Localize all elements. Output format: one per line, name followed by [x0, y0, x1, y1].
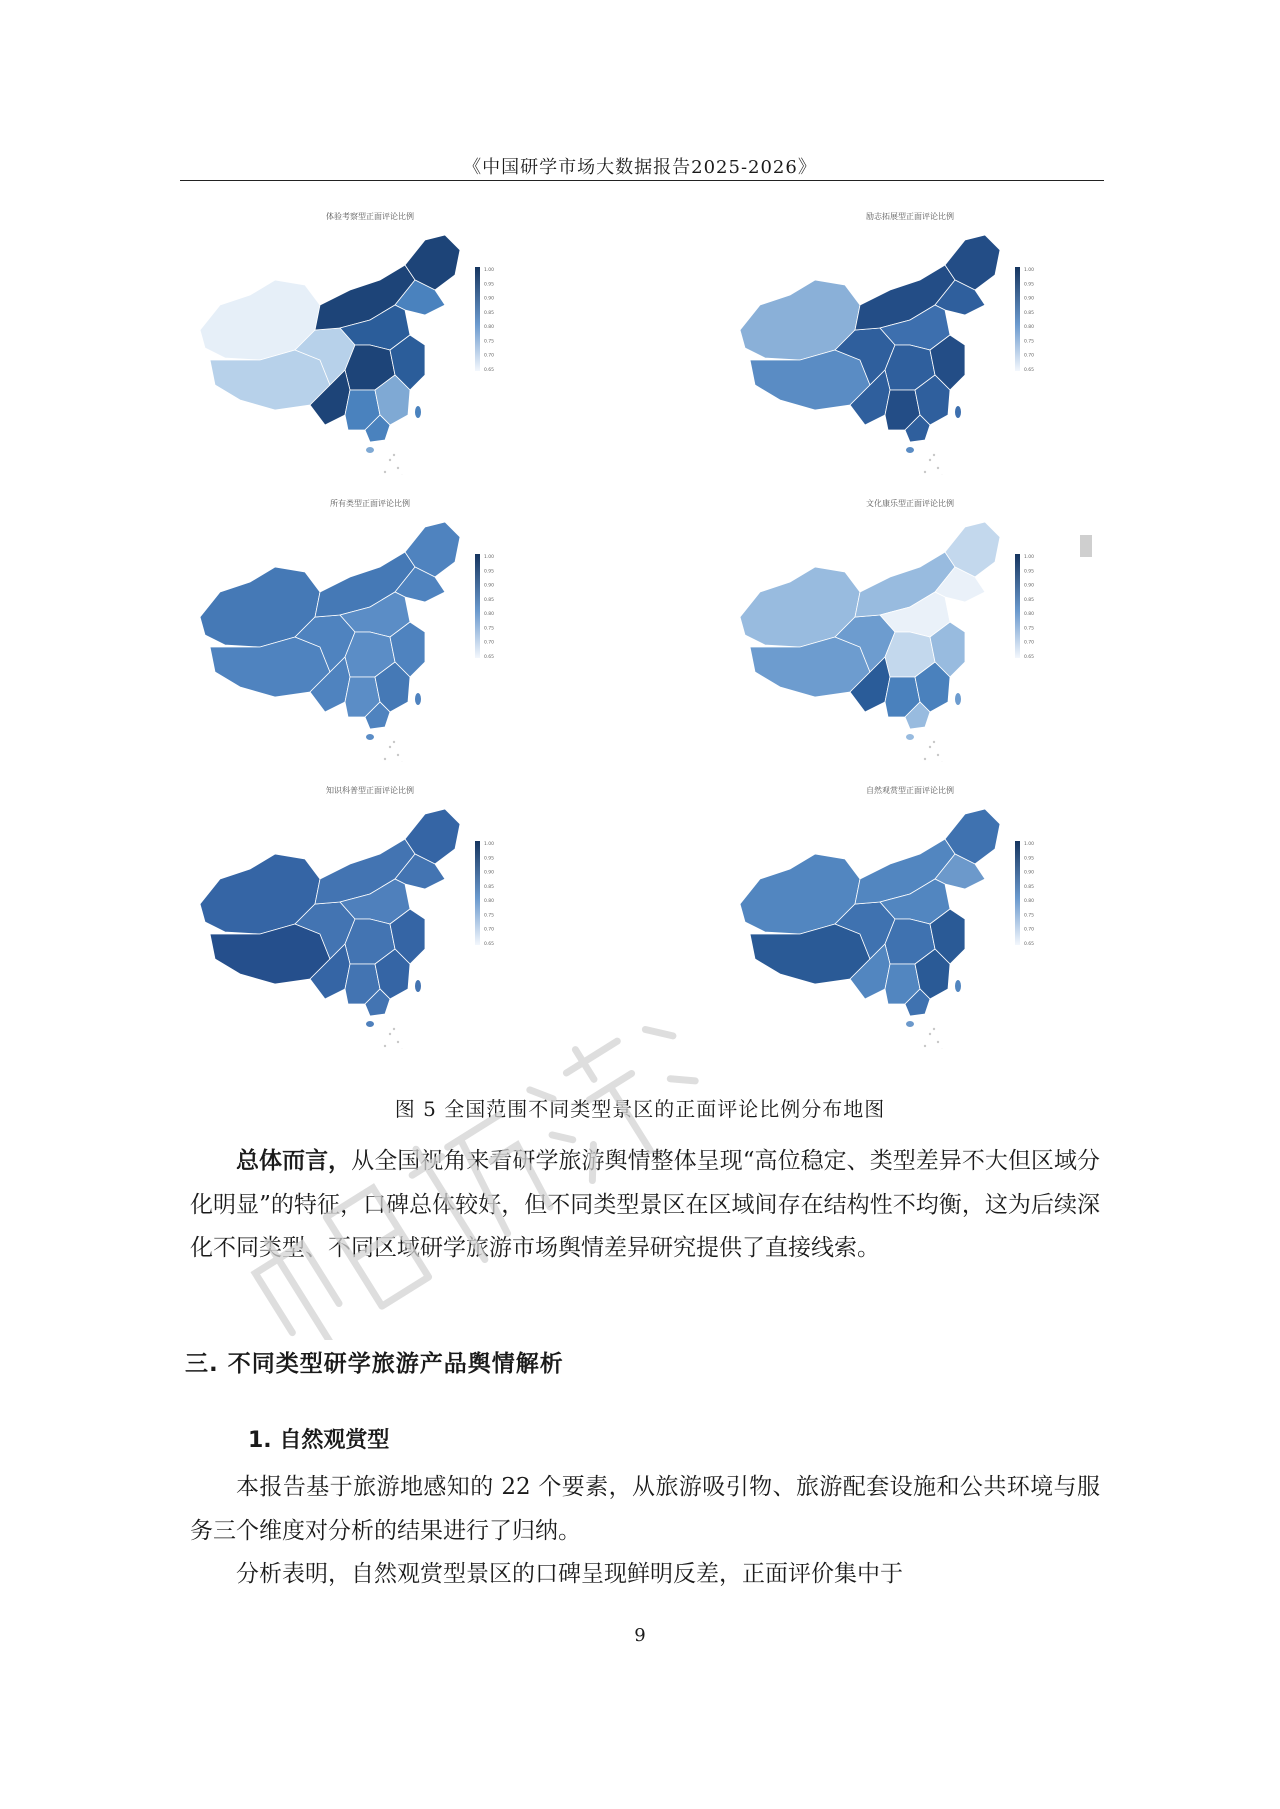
summary-lead: 总体而言， — [236, 1148, 352, 1174]
map-inset-dot — [389, 1033, 391, 1035]
legend-tick-label: 0.65 — [1024, 655, 1035, 660]
legend-tick-label: 0.65 — [484, 368, 495, 373]
map-region — [210, 637, 330, 697]
legend-tick-label: 0.80 — [484, 612, 495, 618]
figure-caption: 图 5 全国范围不同类型景区的正面评论比例分布地图 — [394, 1097, 886, 1121]
choropleth-map — [180, 205, 560, 475]
map-inset-dot — [397, 1041, 399, 1043]
legend-tick-label: 0.75 — [1024, 913, 1035, 919]
map-island — [415, 693, 421, 705]
map-island — [366, 734, 374, 740]
map-inset-dot — [937, 467, 939, 469]
legend-tick-label: 0.85 — [484, 597, 495, 603]
legend-tick-label: 1.00 — [1024, 268, 1035, 273]
legend-tick-label: 0.90 — [484, 870, 495, 876]
map-panel — [720, 492, 1100, 762]
map-title: 励志拓展型正面评论比例 — [866, 212, 954, 221]
scan-artifact — [1080, 535, 1092, 557]
legend-tick-label: 0.70 — [1024, 927, 1035, 933]
body-paragraph-1: 本报告基于旅游地感知的 22 个要素，从旅游吸引物、旅游配套设施和公共环境与服务三个维度对分析的结果进行了归纳。 — [190, 1474, 1100, 1544]
map-title: 知识科普型正面评论比例 — [326, 786, 414, 795]
legend-tick-label: 1.00 — [1024, 842, 1035, 847]
map-island — [366, 447, 374, 453]
map-inset-dot — [937, 754, 939, 756]
header-rule — [180, 180, 1104, 181]
choropleth-map — [720, 779, 1100, 1049]
map-island — [366, 1021, 374, 1027]
legend-tick-label: 1.00 — [484, 555, 495, 560]
legend-tick-label: 0.95 — [484, 569, 495, 575]
map-island — [955, 693, 961, 705]
map-inset-dot — [929, 1033, 931, 1035]
legend-tick-label: 1.00 — [1024, 555, 1035, 560]
legend-tick-label: 0.80 — [484, 325, 495, 331]
legend-tick-label: 0.75 — [1024, 339, 1035, 345]
map-inset-dot — [933, 1028, 935, 1030]
legend-tick-label: 0.80 — [484, 899, 495, 905]
legend-tick-label: 0.65 — [484, 942, 495, 947]
legend-tick-label: 0.80 — [1024, 899, 1035, 905]
map-inset-dot — [397, 467, 399, 469]
legend-tick-label: 0.95 — [484, 282, 495, 288]
map-inset-dot — [397, 754, 399, 756]
map-inset-dot — [929, 746, 931, 748]
map-inset-dot — [389, 746, 391, 748]
legend-tick-label: 0.95 — [1024, 856, 1035, 862]
map-island — [955, 406, 961, 418]
map-island — [415, 406, 421, 418]
legend-colorbar — [1015, 267, 1020, 371]
map-inset-dot — [924, 758, 926, 760]
map-region — [210, 924, 330, 984]
map-inset-dot — [393, 741, 395, 743]
legend-tick-label: 0.75 — [484, 626, 495, 632]
legend-colorbar — [475, 267, 480, 371]
legend-colorbar — [475, 554, 480, 658]
map-panel — [180, 779, 560, 1049]
running-header: 《中国研学市场大数据报告2025-2026》 — [463, 157, 817, 178]
legend-tick-label: 0.90 — [484, 583, 495, 589]
legend-tick-label: 0.90 — [1024, 583, 1035, 589]
legend-tick-label: 0.80 — [1024, 612, 1035, 618]
legend-tick-label: 0.75 — [1024, 626, 1035, 632]
legend-tick-label: 0.85 — [1024, 310, 1035, 316]
legend-tick-label: 0.70 — [484, 353, 495, 359]
choropleth-map — [720, 492, 1100, 762]
legend-tick-label: 0.95 — [484, 856, 495, 862]
map-region — [210, 350, 330, 410]
body-paragraph-2: 分析表明，自然观赏型景区的口碑呈现鲜明反差，正面评价集中于 — [236, 1561, 903, 1587]
map-region — [750, 924, 870, 984]
map-island — [955, 980, 961, 992]
map-inset-dot — [393, 1028, 395, 1030]
legend-tick-label: 0.65 — [1024, 942, 1035, 947]
map-inset-dot — [384, 1045, 386, 1047]
map-inset-dot — [933, 454, 935, 456]
legend-tick-label: 0.90 — [1024, 296, 1035, 302]
legend-tick-label: 0.90 — [484, 296, 495, 302]
legend-tick-label: 0.85 — [484, 884, 495, 890]
legend-tick-label: 0.85 — [484, 310, 495, 316]
legend-tick-label: 0.70 — [1024, 640, 1035, 646]
subsection-heading: 1. 自然观赏型 — [248, 1428, 390, 1453]
map-island — [906, 447, 914, 453]
map-region — [750, 350, 870, 410]
legend-tick-label: 0.95 — [1024, 569, 1035, 575]
choropleth-map — [720, 205, 1100, 475]
legend-tick-label: 0.70 — [484, 640, 495, 646]
map-panel — [180, 205, 560, 475]
map-island — [906, 1021, 914, 1027]
legend-tick-label: 0.85 — [1024, 884, 1035, 890]
map-island — [906, 734, 914, 740]
map-inset-dot — [393, 454, 395, 456]
legend-tick-label: 0.80 — [1024, 325, 1035, 331]
choropleth-map — [180, 492, 560, 762]
legend-tick-label: 1.00 — [484, 842, 495, 847]
map-panel — [720, 205, 1100, 475]
legend-tick-label: 0.70 — [484, 927, 495, 933]
map-inset-dot — [384, 471, 386, 473]
page-number: 9 — [634, 1625, 646, 1646]
map-title: 自然观赏型正面评论比例 — [866, 786, 954, 795]
map-inset-dot — [924, 1045, 926, 1047]
section-heading: 三. 不同类型研学旅游产品舆情解析 — [185, 1351, 564, 1377]
summary-text: 从全国视角来看研学旅游舆情整体呈现“高位稳定、类型差异不大但区域分化明显”的特征，口碑总体较好，但不同类型景区在区域间存在结构性不均衡，这为后续深化不同类型、不同区域研学旅游市场舆情差异研究提供了直接线索。 — [190, 1148, 1100, 1261]
map-panel — [180, 492, 560, 762]
map-title: 体验考察型正面评论比例 — [326, 212, 414, 221]
map-island — [415, 980, 421, 992]
map-inset-dot — [389, 459, 391, 461]
legend-colorbar — [1015, 554, 1020, 658]
map-title: 文化康乐型正面评论比例 — [866, 499, 954, 508]
map-region — [750, 637, 870, 697]
map-inset-dot — [384, 758, 386, 760]
legend-tick-label: 0.95 — [1024, 282, 1035, 288]
map-inset-dot — [924, 471, 926, 473]
legend-colorbar — [475, 841, 480, 945]
map-title: 所有类型正面评论比例 — [330, 499, 410, 508]
legend-tick-label: 0.85 — [1024, 597, 1035, 603]
summary-paragraph — [190, 1140, 1100, 1271]
legend-tick-label: 0.65 — [1024, 368, 1035, 373]
map-inset-dot — [937, 1041, 939, 1043]
legend-colorbar — [1015, 841, 1020, 945]
map-inset-dot — [933, 741, 935, 743]
legend-tick-label: 0.75 — [484, 913, 495, 919]
legend-tick-label: 1.00 — [484, 268, 495, 273]
legend-tick-label: 0.90 — [1024, 870, 1035, 876]
legend-tick-label: 0.75 — [484, 339, 495, 345]
map-panel — [720, 779, 1100, 1049]
map-inset-dot — [929, 459, 931, 461]
legend-tick-label: 0.65 — [484, 655, 495, 660]
choropleth-map — [180, 779, 560, 1049]
legend-tick-label: 0.70 — [1024, 353, 1035, 359]
